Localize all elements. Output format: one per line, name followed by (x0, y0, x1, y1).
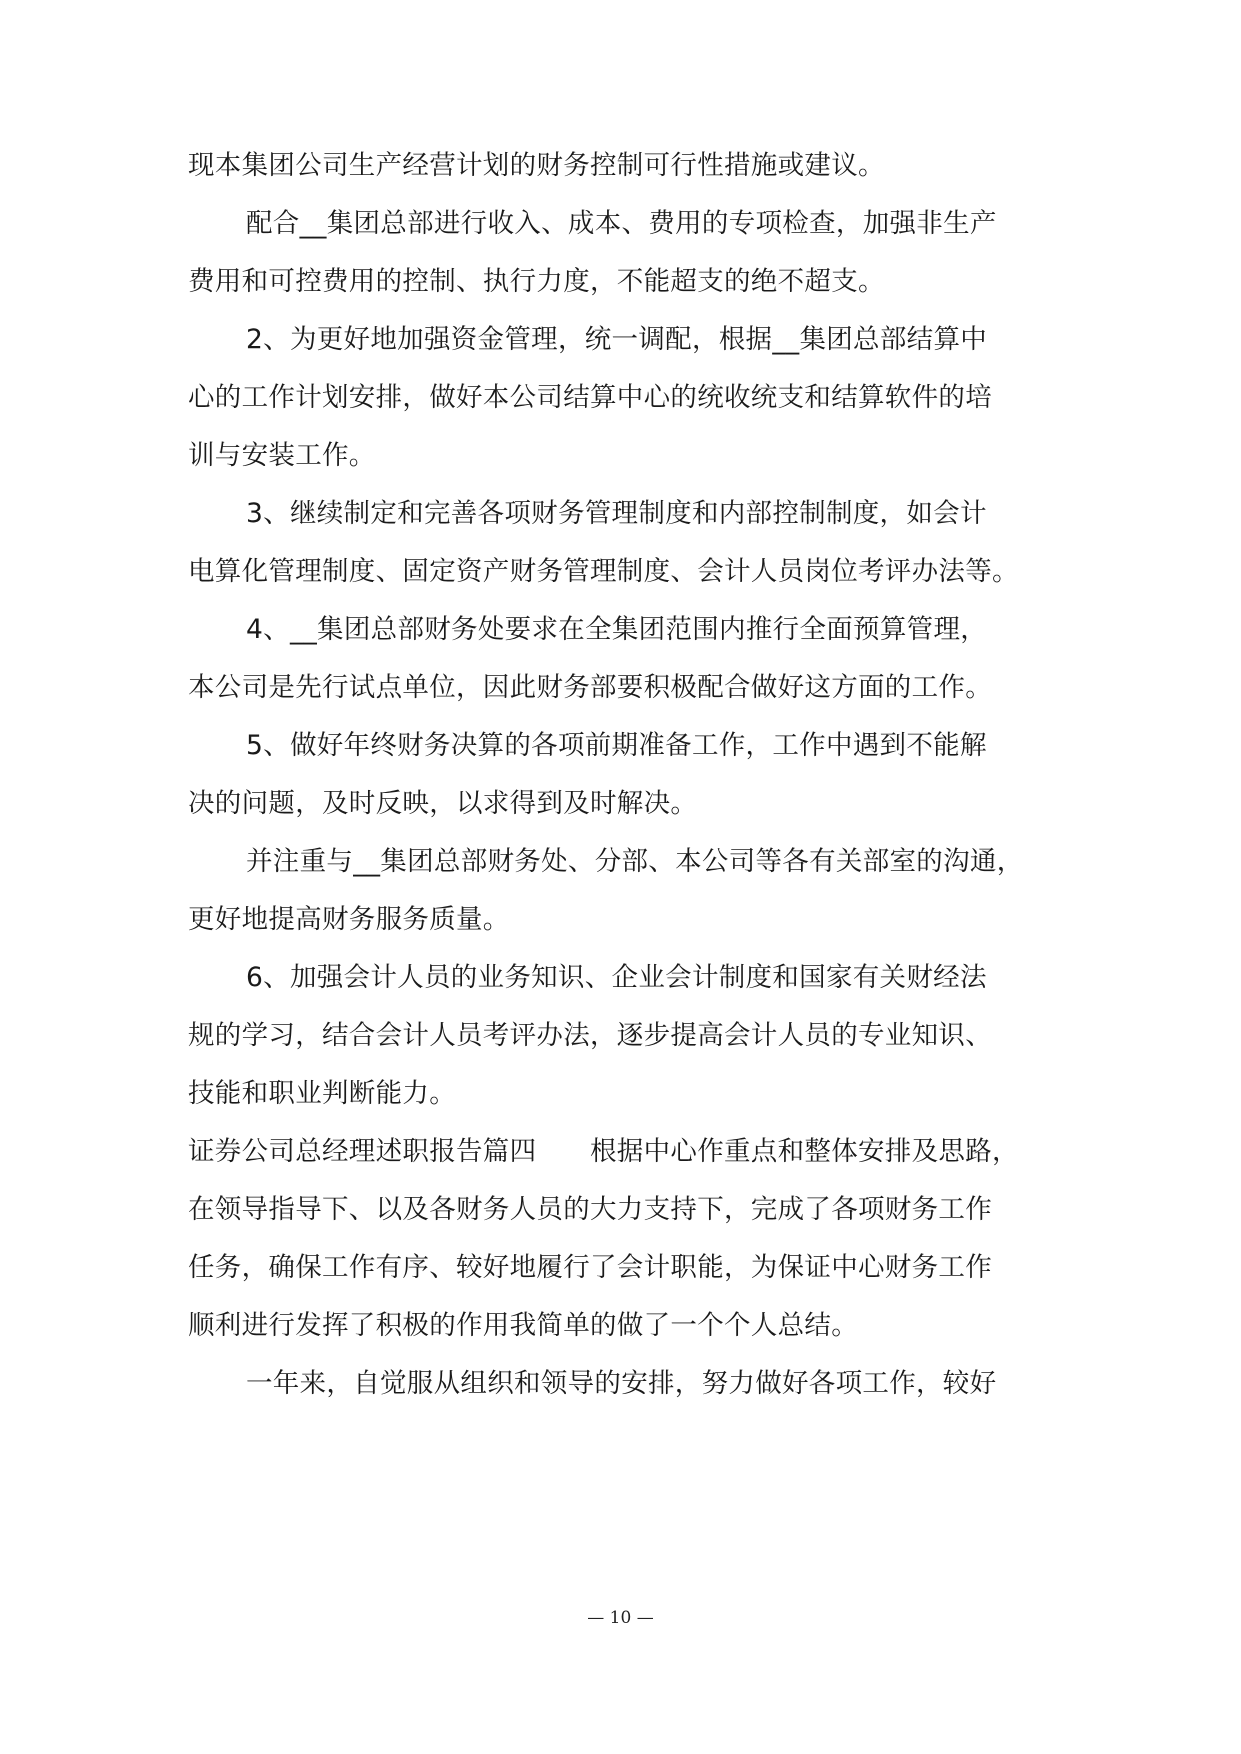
text-line-11: 5、做好年终财务决算的各项前期准备工作，工作中遇到不能解 (246, 730, 987, 761)
text-line-21: 顺利进行发挥了积极的作用我简单的做了一个个人总结。 (188, 1310, 858, 1341)
text-line-15: 6、加强会计人员的业务知识、企业会计制度和国家有关财经法 (246, 962, 987, 993)
text-line-2: 配合__集团总部进行收入、成本、费用的专项检查，加强非生产 (246, 208, 997, 239)
text-line-12: 决的问题，及时反映，以求得到及时解决。 (188, 788, 698, 819)
text-line-7: 3、继续制定和完善各项财务管理制度和内部控制制度，如会计 (246, 498, 987, 529)
text-line-9: 4、__集团总部财务处要求在全集团范围内推行全面预算管理， (246, 614, 988, 645)
text-line-3: 费用和可控费用的控制、执行力度，不能超支的绝不超支。 (188, 266, 885, 297)
text-line-22: 一年来，自觉服从组织和领导的安排，努力做好各项工作，较好 (246, 1368, 997, 1399)
text-line-18: 证券公司总经理述职报告篇四 根据中心作重点和整体安排及思路， (188, 1136, 1019, 1167)
text-line-14: 更好地提高财务服务质量。 (188, 904, 510, 935)
text-line-20: 任务，确保工作有序、较好地履行了会计职能，为保证中心财务工作 (188, 1252, 992, 1283)
text-line-17: 技能和职业判断能力。 (188, 1078, 456, 1109)
text-line-5: 心的工作计划安排，做好本公司结算中心的统收统支和结算软件的培 (188, 382, 992, 413)
page-number: — 10 — (587, 1608, 654, 1628)
text-line-13: 并注重与__集团总部财务处、分部、本公司等各有关部室的沟通， (246, 846, 1024, 877)
text-line-8: 电算化管理制度、固定资产财务管理制度、会计人员岗位考评办法等。 (188, 556, 1019, 587)
text-line-1: 现本集团公司生产经营计划的财务控制可行性措施或建议。 (188, 150, 885, 181)
text-line-16: 规的学习，结合会计人员考评办法，逐步提高会计人员的专业知识、 (188, 1020, 992, 1051)
text-line-4: 2、为更好地加强资金管理，统一调配，根据__集团总部结算中 (246, 324, 988, 355)
text-line-6: 训与安装工作。 (188, 440, 376, 471)
text-line-10: 本公司是先行试点单位，因此财务部要积极配合做好这方面的工作。 (188, 672, 992, 703)
text-line-19: 在领导指导下、以及各财务人员的大力支持下，完成了各项财务工作 (188, 1194, 992, 1225)
